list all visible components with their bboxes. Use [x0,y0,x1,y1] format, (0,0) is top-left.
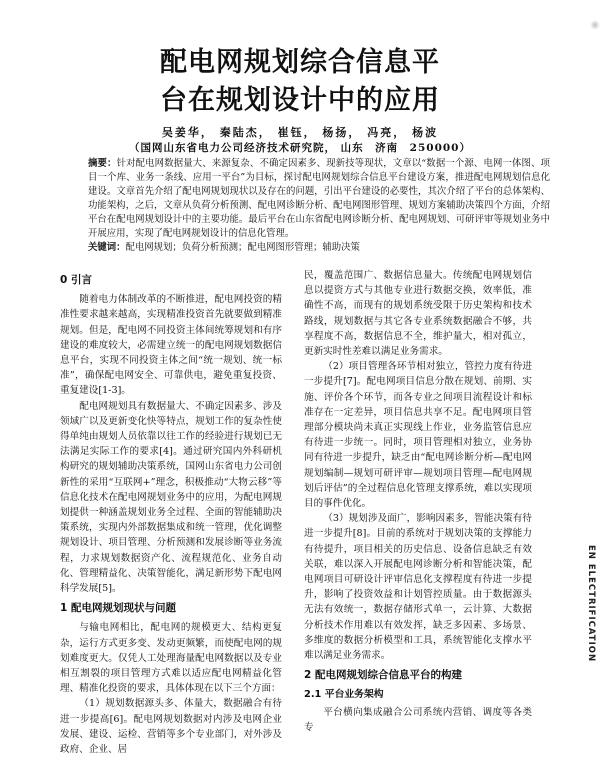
section-1-item-1: （1）规划数据源头多、体量大，数据融合有待进一步提高[6]。配电网规划数据对内涉及电网企业发展、建设、运检、营销等多个专业部门，对外涉及政府、企业、居 [60,698,282,756]
section-1-item-2: （2）项目管理各环节相对独立，管控力度有待进一步提升[7]。配电网项目信息分散在规划、前期、实施、评价各个环节，而各专业之间项目流程设计和标准存在一定差异，项目信息共享不足。配电网项目管理部分模块尚未真正实现线上作业，业务监管信息应有待进一步统一。同时，项目管理相对独立，业务协同有待进一步提升，缺乏由“配电网诊断分析—配电网规划编制—规划可研评审—规划项目管理—配电网规划后评估”的全过程信息化管理支撑系统，难以实现项目的事件优化。 [304,361,532,510]
keywords-label: 关键词： [88,242,126,253]
paper-title-line1: 配电网规划综合信息平 [160,47,440,78]
author-list: 吴姜华， 秦陆杰， 崔钰， 杨扬， 冯亮， 杨波 [161,126,439,139]
journal-margin-label: EN ELECTRIFICATION [586,545,596,663]
keywords-text: 配电网规划；负荷分析预测；配电网图形管理；辅助决策 [125,242,360,253]
section-1-item-3: （3）规划涉及面广，影响因素多，智能决策有待进一步提升[8]。目前的系统对于规划决策的支撑能力有待提升，项目相关的历史信息、设备信息缺乏有效关联，难以深入开展配电网诊断分析和智能决策，配电网项目可研设计评审信息化支撑程度有待进一步提升，影响了投资效益和计划管控质量。由于数据源头无法有效统一，数据存储形式单一，云计算、大数据分析技术作用难以有效发挥，缺乏多因素、多场景、多维度的数据分析模型和工具，系统智能化支撑水平难以满足业务需求。 [304,513,532,662]
abstract-text: 针对配电网数据量大、来源复杂、不确定因素多、现新技等现状，文章以“数据一个源、电网一体图、项目一个库、业务一条线、应用一平台”为目标，探讨配电网规划综合信息平台建设方案，推进配电网规划信息化建设。文章首先介绍了配电网规划现状以及存在的问题，引出平台建设的必要性，其次介绍了平台的总体架构、功能架构，之后，文章从负荷分析预测、配电网诊断分析、配电网图形管理、规划方案辅助决策四个方面，介绍平台在配电网规划设计中的主要功能。最后平台在山东省配电网诊断分析、配电网规划、可研评审等规划业务中开展应用，实现了配电网规划设计的信息化管理。 [88,158,550,240]
section-2-paragraph-1: 平台横向集成融合公司系统内营销、调度等各类专 [304,706,532,733]
keywords [88,241,550,255]
right-column [304,268,532,735]
affiliation: （国网山东省电力公司经济技术研究院， 山东 济南 250000） [129,142,471,154]
intro-paragraph-1: 随着电力体制改革的不断推进，配电网投资的精准性要求越来越高，实现精准投资首先就要做到精准规划。但是，配电网不同投资主体间统筹规划和有序建设的难度较大，必需建立统一的配电网规划数据信息平台，实现不同投资主体之间“统一规划、统一标准”，确保配电网安全、可靠供电，避免重复投资、重复建设[1-3]。 [60,294,282,397]
paper-title-line2: 台在规划设计中的应用 [160,85,440,116]
section-0-heading: 0 引言 [60,274,92,286]
right-paragraph-1: 民，覆盖范围广、数据信息量大。传统配电网规划信息以提资方式与其他专业进行数据交换，效率低，准确性不高，而现有的规划系统受限于历史架构和技术路线，规划数据与其它各专业系统数据融合不够，共享程度不高，数据信息不全，维护量大，相对孤立，更新实时性差难以满足业务需求。 [304,270,532,358]
abstract-label: 摘要： [88,158,117,169]
subsection-2-1-heading: 2.1 平台业务架构 [304,689,384,701]
section-2-heading: 2 配电网规划综合信息平台的构建 [304,669,462,682]
section-1-heading: 1 配电网规划现状与问题 [60,602,176,615]
intro-paragraph-2: 配电网规划具有数据量大、不确定因素多、涉及领域广以及更新变化快等特点，规划工作的复杂性使得单纯由规划人员依靠以往工作的经验进行规划已无法满足实际工作的要求[4]。通过研究国内外科研机构研究的规划辅助决策系统，国网山东省电力公司创新性的采用“互联网+”理念，积极推动“大物云移”等信息化技术在配电网规划业务中的应用，为配电网规划提供一种涵盖规划业务全过程、全面的智能辅助决策系统，实现内外部数据集成和统一管理，优化调整规划设计、项目管理、分析预测和发展诊断等业务流程，力求规划数据资产化、流程规范化、业务自动化、管理精益化、决策智能化，满足新形势下配电网科学发展[5]。 [60,400,282,595]
section-1-paragraph-1: 与输电网相比，配电网的规模更大、结构更复杂，运行方式更多变、发动更频繁，而使配电网的规划难度更大。仅凭人工处理海量配电网数据以及专业相互割裂的项目管理方式难以适应配电网精益化管理、精准化投资的要求，具体体现在以下三个方面： [60,622,282,695]
abstract [88,157,550,242]
left-column [60,268,282,757]
scan-artifact [590,20,600,30]
